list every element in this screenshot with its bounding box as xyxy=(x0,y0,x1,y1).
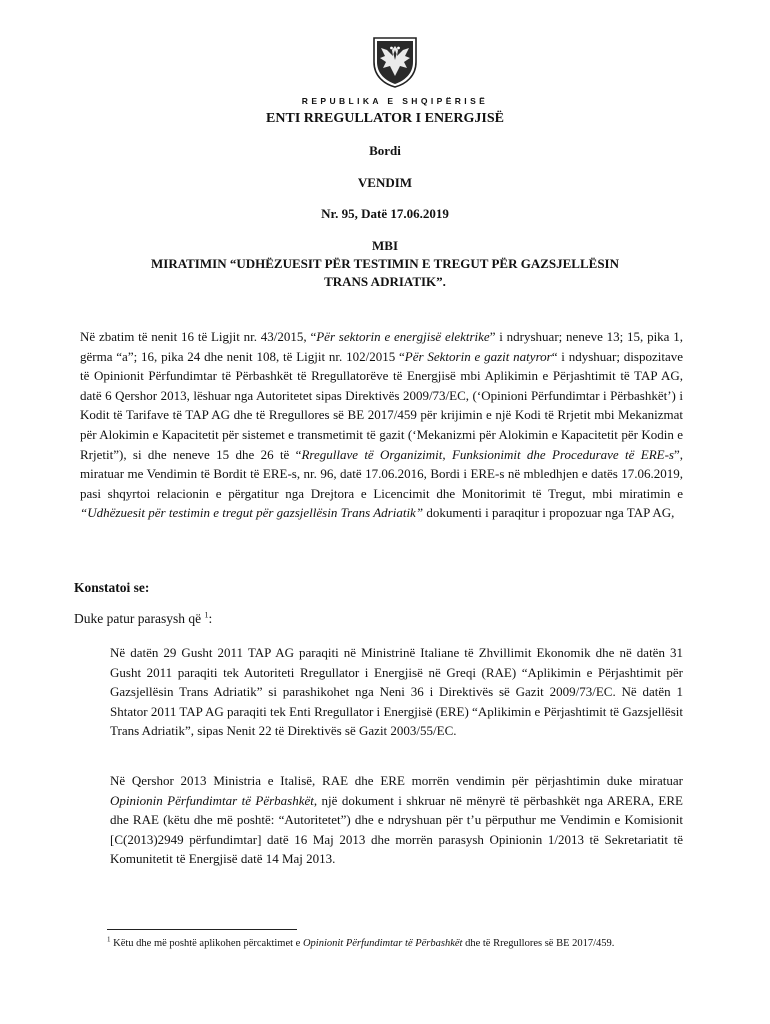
intro-paragraph: Në zbatim të nenit 16 të Ligjit nr. 43/2015, “Për sektorin e energjisë elektrike” i ndryshuar; neneve 13; 15, pika 1, gërma “a”; 16, pika 24 dhe nenit 108, të Ligjit nr. 102/2015 “Për Sektorin e gazit natyror“ i ndyshuar; dispozitave të Opinionit Përfundimtar të Përbashkët të Rregullatorëve të Energjisë mbi Aplikimin e Përjashtimit të TAP AG, datë 6 Qershor 2013, lëshuar nga Autoritetet sipas Direktivës 2009/73/EC, (‘Opinioni Përfundimtar i Përbashkët’) i Kodit të Tarifave të TAP AG dhe të Rregullores së BE 2017/459 për krijimin e një Kodi të Rrjetit mbi Mekanizmat për Alokimin e Kapacitetit për sistemet e transmetimit të gazit (‘Mekanizmi për Alokimin e Kapacitetit për Kodin e Rrjetit”), si dhe neneve 15 dhe 26 të “Rregullave të Organizimit, Funksionimit dhe Procedurave të ERE-s”, miratuar me Vendimin të Bordit të ERE-s, nr. 96, datë 17.06.2016, Bordi i ERE-s në mbledhjen e datës 17.06.2019, pasi shqyrtoi relacionin e përgatitur nga Drejtora e Licencimit dhe Monitorimit të Tregut, mbi miratimin e “Udhëzuesit për testimin e tregut për gazsjellësin Trans Adriatik” dokumenti i paraqitur i propozuar nga TAP AG, xyxy=(80,329,684,521)
paragraph-1: Në datën 29 Gusht 2011 TAP AG paraqiti në Ministrinë Italiane të Zhvillimit Ekonomik dhe në datën 31 Gusht 2011 paraqiti tek Autoriteti Rregullator i Energjisë në Greqi (RAE) “Aplikimin e Përjashtimit për Gazsjellësin Trans Adriatik” si parashikohet nga Neni 36 i Direktivës së Gazit 2009/73/EC. Në datën 1 Shtator 2011 TAP AG paraqiti tek Enti Rregullator i Energjisë (ERE) “Aplikimin e Përjashtimit të Gazsjellësit Trans Adriatik”, sipas Nenit 22 të Direktivës së Gazit 2003/55/EC. xyxy=(110,645,683,739)
republic-header: REPUBLIKA E SHQIPËRISË xyxy=(301,96,489,106)
subject-line-1: MIRATIMIN “UDHËZUESIT PËR TESTIMIN E TREGUT PËR GAZSJELLËSIN xyxy=(151,256,619,271)
decision-subject xyxy=(0,255,770,291)
paragraph-2: Në Qershor 2013 Ministria e Italisë, RAE dhe ERE morrën vendimin për përjashtimin duke miratuar Opinionin Përfundimtar të Përbashkët, një dokument i shkruar në mënyrë të përbashkët nga ARERA, ERE dhe RAE (këtu dhe më poshtë: “Autoritetet”) dhe e ndryshuan për t’u përputhur me Vendimin e Komisionit [C(2013)2949 përfundimtar] datë 16 Maj 2013 dhe morrën parasysh Opinionin 1/2013 të Sekretariatit të Komunitetit të Energjisë datë 14 Maj 2013. xyxy=(110,773,683,867)
footnote: $^1$ Këtu dhe më poshtë aplikohen përcaktimet e Opinionit Përfundimtar të Përbashkët dhe të Rregullores së BE 2017/459. xyxy=(107,935,615,949)
albanian-eagle-emblem-icon xyxy=(371,36,419,88)
subject-line-2: TRANS ADRIATIK”. xyxy=(324,274,446,289)
section-heading-konstatoi: Konstatoi se: xyxy=(74,580,150,595)
footnote-reference[interactable]: 1 xyxy=(204,610,209,620)
mbi-label: MBI xyxy=(372,238,398,253)
authority-name: ENTI RREGULLATOR I ENERGJISË xyxy=(266,111,504,126)
footnote-divider xyxy=(107,929,297,930)
board-label: Bordi xyxy=(369,143,401,158)
duke-patur-line: Duke patur parasysh që $^1$: xyxy=(74,610,213,626)
decision-number-date: Nr. 95, Datë 17.06.2019 xyxy=(321,206,449,221)
decision-label: VENDIM xyxy=(357,175,413,190)
